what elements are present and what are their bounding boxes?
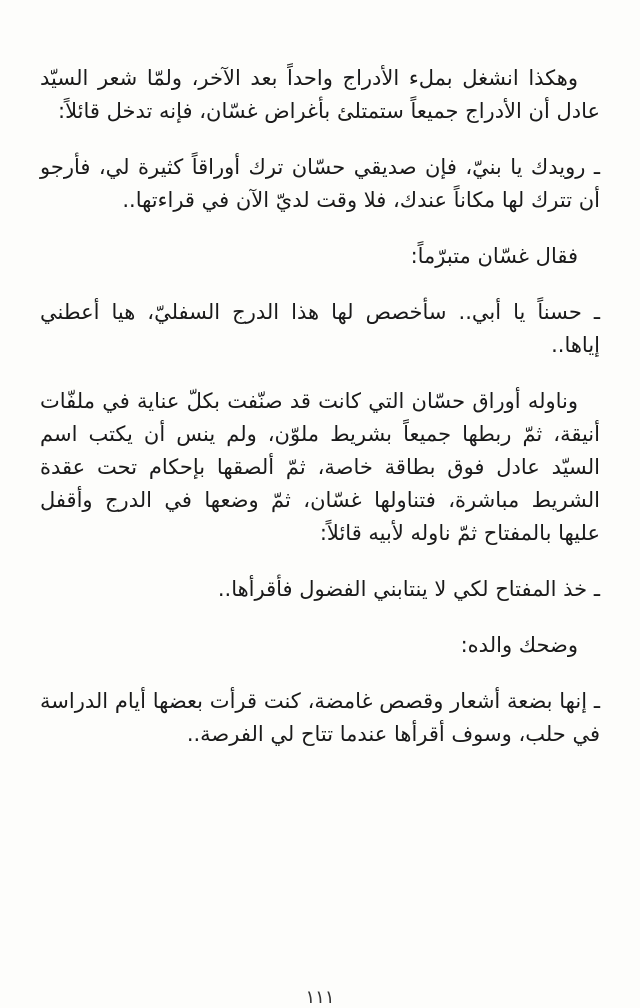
- paragraph-narration-1: وهكذا انشغل بملء الأدراج واحداً بعد الآخر، ولمّا شعر السيّد عادل أن الأدراج جميعاً ستمتلئ بأغراض غسّان، فإنه تدخل قائلاً:: [40, 66, 600, 123]
- paragraph-dialogue-ghassan-1: ـ حسناً يا أبي.. سأخصص لها هذا الدرج السفليّ، هيا أعطني إياها..: [40, 300, 600, 357]
- paragraph-dialogue-father-1: ـ رويدك يا بنيّ، فإن صديقي حسّان ترك أوراقاً كثيرة لي، فأرجو أن تترك لها مكاناً عندك، فلا وقت لديّ الآن في قراءتها..: [40, 155, 600, 212]
- paragraph-dialogue-father-2: ـ إنها بضعة أشعار وقصص غامضة، كنت قرأت بعضها أيام الدراسة في حلب، وسوف أقرأها عندما تتاح لي الفرصة..: [40, 689, 600, 746]
- paragraph-narration-3: وناوله أوراق حسّان التي كانت قد صنّفت بكلّ عناية في ملفّات أنيقة، ثمّ ربطها جميعاً بشريط ملوّن، ولم ينس أن يكتب اسم السيّد عادل فوق بطاقة خاصة، ثمّ ألصقها بإحكام تحت عقدة الشريط مباشرة، فتناولها غسّان، ثمّ وضعها في الدرج وأقفل عليها بالمفتاح ثمّ ناوله لأبيه قائلاً:: [40, 389, 600, 545]
- page-number: ١١١: [305, 987, 335, 1008]
- paragraph-narration-2: فقال غسّان متبرّماً:: [410, 244, 578, 268]
- paragraph-dialogue-ghassan-2: ـ خذ المفتاح لكي لا ينتابني الفضول فأقرأها..: [217, 577, 600, 601]
- paragraph-narration-4: وضحك والده:: [460, 633, 578, 657]
